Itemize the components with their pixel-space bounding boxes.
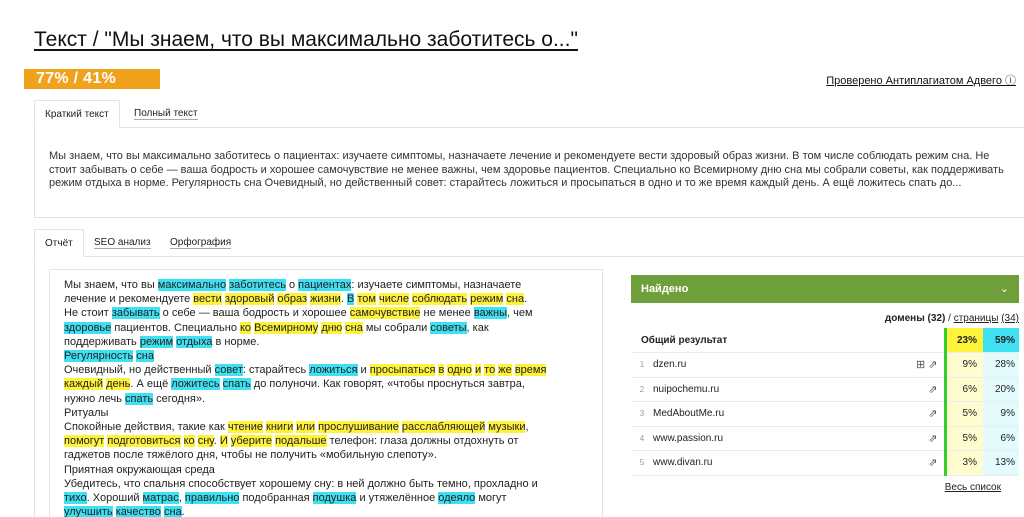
row-number: 1 [631, 353, 653, 378]
text-segment: Приятная окружающая среда [64, 463, 215, 476]
highlighted-word[interactable]: прослушивание [318, 421, 399, 434]
site-name[interactable]: nuipochemu.ru [653, 377, 905, 402]
text-segment: в норме. [212, 335, 260, 348]
tab-full-text-label: Полный текст [134, 108, 198, 119]
report-line [64, 306, 588, 320]
highlighted-word[interactable]: дню [321, 321, 343, 334]
text-segment: и [357, 364, 370, 377]
text-segment: нужно лечь [64, 392, 125, 405]
highlighted-text [49, 269, 603, 517]
result-row[interactable] [631, 426, 1019, 451]
text-segment: . Хороший [86, 492, 143, 505]
external-link-icon[interactable]: ⇗ [905, 426, 945, 451]
highlighted-word[interactable]: здоровье [64, 321, 112, 334]
highlighted-word[interactable]: сна [506, 293, 525, 306]
tab-full-text[interactable] [124, 100, 208, 128]
percent-2: 6% [983, 426, 1019, 451]
text-view-tabs [34, 100, 1024, 128]
tab-spelling-label: Орфография [170, 237, 232, 248]
highlighted-word[interactable]: ложитесь [171, 378, 220, 391]
result-row[interactable] [631, 353, 1019, 378]
percent-2: 9% [983, 402, 1019, 427]
highlighted-word[interactable]: время [514, 364, 547, 377]
highlighted-word[interactable]: сна [345, 321, 363, 334]
report-line [64, 406, 588, 420]
text-segment: , [525, 421, 529, 434]
highlighted-word[interactable]: спать [125, 392, 154, 405]
highlighted-word[interactable]: режим [139, 335, 174, 348]
highlighted-word[interactable]: правильно [184, 492, 240, 505]
report-line [64, 363, 588, 377]
all-list-label: Весь список [944, 481, 1001, 493]
text-segment: Убедитесь, что спальня способствует хорошему сну: в ней должно быть темно, прохладно и [64, 477, 538, 490]
text-segment: о себе — ваша бодрость и хорошее [159, 307, 350, 320]
domains-pages-switch [631, 303, 1019, 328]
highlighted-word[interactable]: сна [136, 350, 154, 363]
text-segment: Спокойные действия, такие как [64, 421, 228, 434]
highlighted-word[interactable]: чтение [227, 421, 263, 434]
report-line [64, 434, 588, 448]
highlighted-word[interactable]: пациентах [298, 279, 352, 291]
highlighted-word[interactable]: вести [193, 293, 222, 306]
highlighted-word[interactable]: здоровый [224, 293, 275, 306]
report-line [64, 292, 588, 306]
highlighted-word[interactable]: числе [379, 293, 409, 306]
site-name[interactable]: www.passion.ru [653, 426, 905, 451]
report-line [64, 463, 588, 477]
highlighted-word[interactable]: режим [470, 293, 504, 306]
antiplagiat-verified-link[interactable]: Проверено Антиплагиатом Адвего ⓘ [826, 75, 1016, 87]
site-name[interactable]: dzen.ru [653, 353, 905, 378]
external-link-icon[interactable]: ⊞ ⇗ [905, 353, 945, 378]
text-segment: мы собрали [362, 321, 431, 334]
text-segment: . А ещё [130, 378, 172, 391]
percent-2: 28% [983, 353, 1019, 378]
text-segment: и утяжелённое [356, 492, 439, 505]
text-segment: сегодня». [153, 392, 206, 405]
highlighted-word[interactable]: забывать [111, 307, 160, 320]
highlighted-word[interactable]: ложиться [309, 364, 358, 377]
percent-2: 13% [983, 451, 1019, 476]
short-text: Мы знаем, что вы максимально заботитесь о пациентах: изучаете симптомы, назначаете лечение и рекомендуете вести здоровый образ жизни. В том числе соблюдать режим сна. Не стоит забывать о себе — ваша бодрость и хорошее самочувствие не менее важны, чем здоровье пациентов. Специально ко Всемирному дню сна мы собрали советы, как поддерживать режим отдыха в норме. Регулярность сна Очевидный, но действенный совет: старайтесь ложиться и просыпаться в одно и то же время каждый день. А ещё ложитесь спать до... [34, 128, 1024, 218]
tab-short-text[interactable]: Краткий текст [34, 100, 120, 128]
highlighted-word[interactable]: в [438, 364, 445, 377]
highlighted-word[interactable]: матрас [142, 492, 179, 505]
score-badge: 77% / 41% [24, 69, 160, 89]
tab-seo-analysis[interactable] [84, 229, 161, 257]
highlighted-word[interactable]: В [346, 293, 355, 306]
highlighted-word[interactable]: заботитесь [229, 279, 286, 291]
row-number: 3 [631, 402, 653, 427]
text-segment: о [285, 279, 299, 291]
text-segment: . [524, 293, 528, 306]
report-line [64, 377, 588, 391]
report-panel [34, 257, 1024, 517]
text-segment: лечение и рекомендуете [64, 293, 194, 306]
highlighted-word[interactable]: совет [214, 364, 243, 377]
tab-seo-analysis-label: SEO анализ [94, 237, 151, 248]
text-segment: пациентов. Специально [111, 321, 240, 334]
found-header-label: Найдено [641, 283, 689, 295]
results-table [631, 328, 1019, 476]
row-number: 5 [631, 451, 653, 476]
percent-1: 3% [945, 451, 983, 476]
percent-1: 5% [945, 402, 983, 427]
highlighted-word[interactable]: сна [163, 506, 182, 517]
domains-label[interactable]: домены [884, 313, 925, 324]
highlighted-word[interactable]: соблюдать [412, 293, 468, 306]
total-result-label: Общий результат [631, 328, 945, 353]
found-header[interactable] [631, 275, 1019, 303]
highlighted-word[interactable]: образ [277, 293, 307, 306]
highlighted-word[interactable]: сну [197, 435, 214, 448]
percent-1: 9% [945, 353, 983, 378]
highlighted-word[interactable]: советы [430, 321, 467, 334]
text-segment: могут [475, 492, 507, 505]
highlighted-word[interactable]: или [296, 421, 316, 434]
pages-link[interactable]: страницы [953, 313, 999, 324]
text-segment: , как [466, 321, 489, 334]
highlighted-word[interactable]: жизни [310, 293, 341, 306]
result-row[interactable] [631, 402, 1019, 427]
all-list-link[interactable] [631, 476, 1019, 493]
highlighted-word[interactable]: важны [473, 307, 507, 320]
highlighted-word[interactable]: расслабляющей [401, 421, 486, 434]
report-line [64, 278, 588, 292]
result-row[interactable] [631, 377, 1019, 402]
domains-count: (32) [927, 313, 946, 324]
highlighted-word[interactable]: ко [183, 435, 195, 448]
chevron-down-icon[interactable]: ⌄ [999, 283, 1009, 295]
text-segment: . [181, 506, 185, 517]
external-link-icon[interactable]: ⇗ [905, 402, 945, 427]
found-panel [631, 275, 1019, 493]
highlighted-word[interactable]: просыпаться [369, 364, 436, 377]
text-segment: Ритуалы [64, 406, 109, 419]
highlighted-word[interactable]: день [106, 378, 131, 391]
highlighted-word[interactable]: качество [115, 506, 161, 517]
report-line [64, 505, 588, 517]
external-link-icon[interactable]: ⇗ [905, 451, 945, 476]
report-line [64, 349, 588, 363]
total-percent-1: 23% [945, 328, 983, 353]
highlighted-word[interactable]: Регулярность [64, 350, 134, 363]
highlighted-word[interactable]: Всемирному [254, 321, 319, 334]
highlighted-word[interactable]: отдыха [176, 335, 213, 348]
report-line [64, 420, 588, 434]
text-segment: , чем [507, 307, 533, 320]
text-segment: Очевидный, но действенный [64, 364, 215, 377]
report-tabs [34, 229, 1024, 257]
total-result-row [631, 328, 1019, 353]
highlighted-word[interactable]: книги [266, 421, 294, 434]
percent-2: 20% [983, 377, 1019, 402]
highlighted-word[interactable]: помогут [64, 435, 105, 448]
result-row[interactable] [631, 451, 1019, 476]
highlighted-word[interactable]: же [498, 364, 512, 377]
highlighted-word[interactable]: музыки [488, 421, 526, 434]
highlighted-word[interactable]: каждый [64, 378, 103, 391]
highlighted-word[interactable]: самочувствие [349, 307, 421, 320]
text-segment: до полуночи. Как говорят, «чтобы проснуться завтра, [250, 378, 525, 391]
site-name[interactable]: www.divan.ru [653, 451, 905, 476]
text-segment: подобранная [239, 492, 313, 505]
highlighted-word[interactable]: и [474, 364, 482, 377]
row-number: 4 [631, 426, 653, 451]
external-link-icon[interactable]: ⇗ [905, 377, 945, 402]
report-line [64, 335, 588, 349]
report-line [64, 448, 588, 462]
text-segment: : старайтесь [242, 364, 310, 377]
text-segment: . [213, 435, 220, 448]
highlighted-word[interactable]: подушка [312, 492, 357, 505]
site-name[interactable]: MedAboutMe.ru [653, 402, 905, 427]
highlighted-word[interactable]: том [357, 293, 376, 306]
text-segment: телефон: глаза должны отдохнуть от [326, 435, 519, 448]
highlighted-word[interactable]: одно [447, 364, 472, 377]
text-segment: Не стоит [64, 307, 112, 320]
row-number: 2 [631, 377, 653, 402]
highlighted-word[interactable]: улучшить [64, 506, 113, 517]
highlighted-word[interactable]: одеяло [438, 492, 476, 505]
report-line [64, 392, 588, 406]
highlighted-word[interactable]: И [219, 435, 228, 448]
tab-report[interactable]: Отчёт [34, 229, 84, 257]
text-segment: , [178, 492, 185, 505]
tab-spelling[interactable] [160, 229, 241, 257]
separator: / [945, 313, 954, 324]
report-line [64, 321, 588, 335]
total-percent-2: 59% [983, 328, 1019, 353]
highlighted-word[interactable]: максимально [157, 279, 227, 291]
text-segment: Мы знаем, что вы [64, 279, 158, 291]
highlighted-word[interactable]: подготовиться [107, 435, 181, 448]
highlighted-word[interactable]: то [484, 364, 496, 377]
highlighted-word[interactable]: тихо [64, 492, 87, 505]
highlighted-word[interactable]: уберите [230, 435, 273, 448]
highlighted-word[interactable]: спать [222, 378, 251, 391]
highlighted-word[interactable]: подальше [275, 435, 327, 448]
text-segment: не менее [420, 307, 474, 320]
pages-count[interactable]: (34) [1001, 313, 1019, 324]
text-segment: поддерживать [64, 335, 140, 348]
page-title: Текст / "Мы знаем, что вы максимально заботитесь о..." [34, 28, 578, 51]
highlighted-word[interactable]: ко [240, 321, 252, 334]
report-line [64, 491, 588, 505]
report-line [64, 477, 588, 491]
percent-1: 6% [945, 377, 983, 402]
text-segment: гаджетов после тяжёлого дня, чтобы не получить «мобильную слепоту». [64, 449, 437, 462]
percent-1: 5% [945, 426, 983, 451]
text-segment: : изучаете симптомы, назначаете [351, 279, 522, 291]
text-segment: . [340, 293, 347, 306]
